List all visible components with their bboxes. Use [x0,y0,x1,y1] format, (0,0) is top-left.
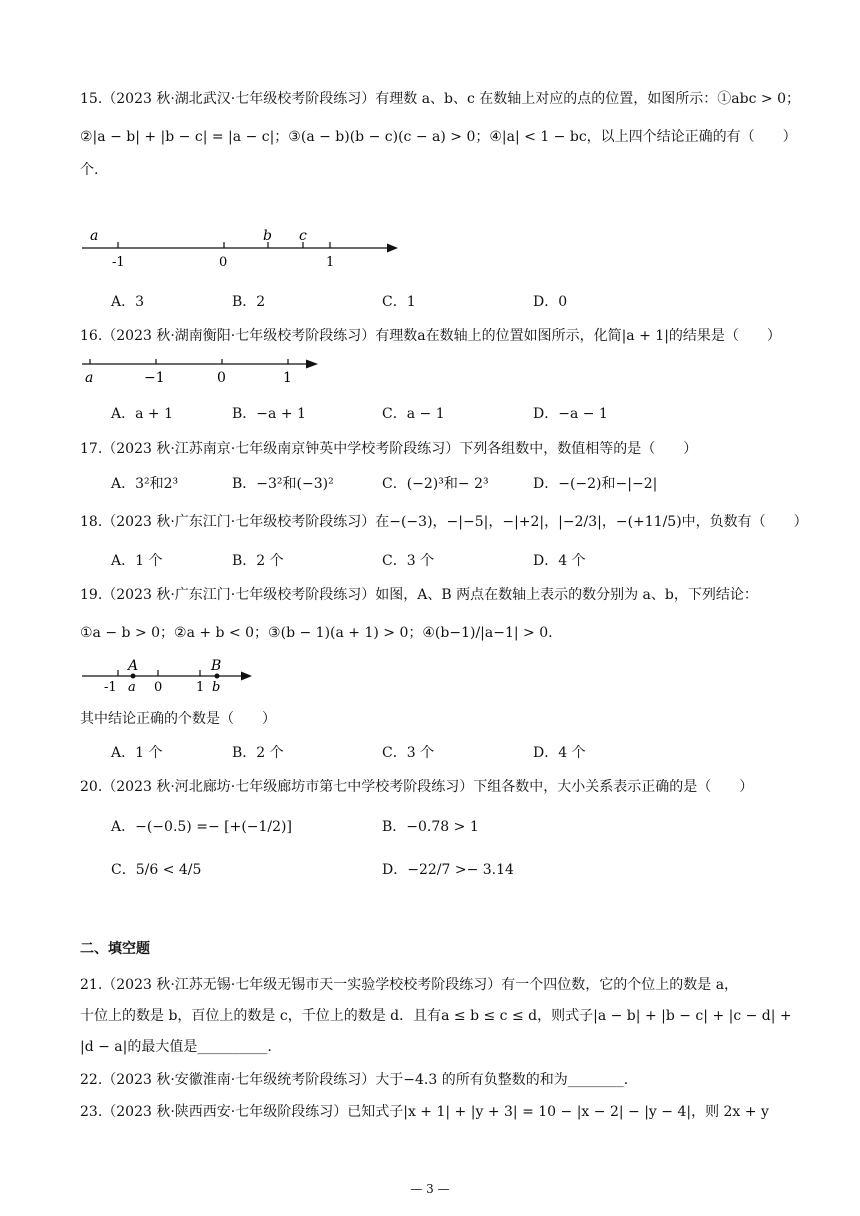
q20-option-d: D．−22/7 >− 3.14 [382,862,514,878]
q19-option-c: C．3 个 [382,745,435,761]
q21-line2: 十位上的数是 b，百位上的数是 c，千位上的数是 d．且有a ≤ b ≤ c ≤ d，则式子|a − b| + |b − c| + |c − d| + [80,1008,792,1024]
section-heading: 二、填空题 [80,941,150,957]
q18-line1: 18.（2023 秋·广东江门·七年级校考阶段练习）在−(−3)，−|−5|，−|+2|，|−2/3|，−(+11/5)中，负数有（ ） [80,514,808,530]
q18-option-a: A．1 个 [111,553,163,569]
q20-option-c: C．5/6 < 4/5 [111,862,202,878]
q15-line3: 个. [80,162,99,178]
q18-option-d: D．4 个 [533,553,586,569]
page-number: — 3 — [410,1182,450,1196]
q17-option-c: C．(−2)³和− 2³ [382,476,489,492]
q19-line3: 其中结论正确的个数是（ ） [80,711,276,727]
q17-option-b: B．−3²和(−3)² [232,476,334,492]
q17-option-a: A．3²和2³ [111,476,179,492]
q15-option-d: D．0 [533,294,568,310]
q20-option-a: A．−(−0.5) =− [+(−1/2)] [111,819,292,835]
q19-point-b [215,674,220,679]
q19-label-B: B [211,658,222,674]
q16-option-d: D．−a − 1 [533,406,608,422]
q19-number-line [78,654,268,696]
q19-label-a: a [128,680,136,695]
q15-label-neg1: -1 [112,255,125,270]
q19-option-d: D．4 个 [533,745,586,761]
q15-number-line [78,224,408,274]
q16-line1: 16.（2023 秋·湖南衡阳·七年级校考阶段练习）有理数a在数轴上的位置如图所示，化简|a + 1|的结果是（ ） [80,328,781,344]
q15-label-0: 0 [219,255,228,270]
q15-label-b: b [263,228,272,244]
q15-line1: 15.（2023 秋·湖北武汉·七年级校考阶段练习）有理数 a、b、c 在数轴上对应的点的位置，如图所示：①abc > 0； [80,91,800,107]
q19-label-1: 1 [196,680,205,695]
q19-label-b: b [212,680,221,695]
q16-label-a: a [85,370,94,386]
q23-line1: 23.（2023 秋·陕西西安·七年级阶段练习）已知式子|x + 1| + |y + 3| = 10 − |x − 2| − |y − 4|，则 2x + y [80,1104,769,1120]
q19-label-0: 0 [154,680,163,695]
q15-option-a: A．3 [111,294,145,310]
q15-label-a: a [90,228,99,244]
q16-label-0: 0 [217,370,226,386]
q19-line2: ①a − b > 0；②a + b < 0；③(b − 1)(a + 1) > 0；④(b−1)/|a−1| > 0. [80,625,553,641]
q20-line1: 20.（2023 秋·河北廊坊·七年级廊坊市第七中学校考阶段练习）下组各数中，大小关系表示正确的是（ ） [80,779,754,795]
q15-option-b: B．2 [232,294,266,310]
q19-label-neg1: -1 [104,680,117,695]
q15-line2: ②|a − b| + |b − c| = |a − c|；③(a − b)(b − c)(c − a) > 0；④|a| < 1 − bc，以上四个结论正确的有（ ） [80,129,797,145]
q16-option-b: B．−a + 1 [232,406,306,422]
q17-option-d: D．−(−2)和−|−2| [533,476,658,492]
q19-line1: 19.（2023 秋·广东江门·七年级校考阶段练习）如图，A、B 两点在数轴上表示的数分别为 a、b，下列结论： [80,587,758,603]
q16-option-a: A．a + 1 [111,406,173,422]
q19-option-b: B．2 个 [232,745,284,761]
q19-option-a: A．1 个 [111,745,163,761]
q21-line3: |d − a|的最大值是__________. [80,1039,272,1055]
q22-line1: 22.（2023 秋·安徽淮南·七年级统考阶段练习）大于−4.3 的所有负整数的和为________. [80,1072,629,1088]
q18-option-b: B．2 个 [232,553,284,569]
q15-label-1: 1 [326,255,335,270]
q16-label-neg1: −1 [144,370,165,386]
q16-number-line [78,350,328,390]
q21-line1: 21.（2023 秋·江苏无锡·七年级无锡市天一实验学校校考阶段练习）有一个四位数，它的个位上的数是 a， [80,977,739,993]
q18-option-c: C．3 个 [382,553,435,569]
q16-label-1: 1 [283,370,292,386]
q15-option-c: C．1 [382,294,416,310]
q15-label-c: c [299,228,307,244]
q20-option-b: B．−0.78 > 1 [382,819,479,835]
q19-label-A: A [128,658,139,674]
q16-option-c: C．a − 1 [382,406,445,422]
q19-point-a [131,674,136,679]
q17-line1: 17.（2023 秋·江苏南京·七年级南京钟英中学校考阶段练习）下列各组数中，数值相等的是（ ） [80,441,698,457]
